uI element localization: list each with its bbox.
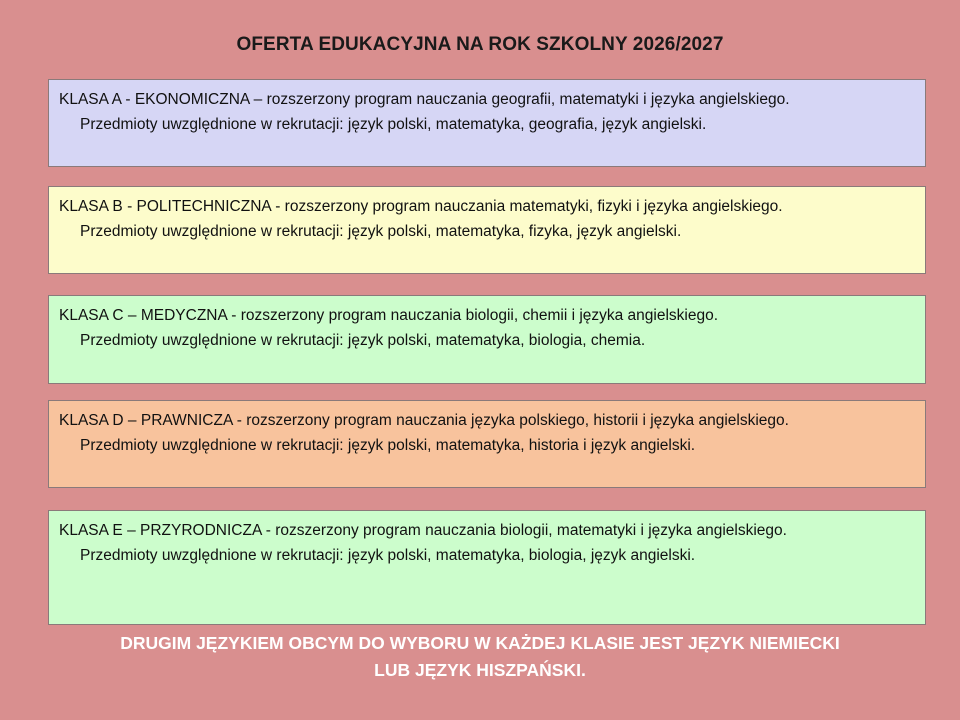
- footer-line-2: LUB JĘZYK HISZPAŃSKI.: [374, 660, 586, 680]
- footer-note: [0, 630, 960, 684]
- class-a-description: KLASA A - EKONOMICZNA – rozszerzony program nauczania geografii, matematyki i języka angielskiego.: [59, 91, 790, 108]
- class-a-box: [48, 79, 926, 167]
- class-d-description: KLASA D – PRAWNICZA - rozszerzony program nauczania języka polskiego, historii i języka angielskiego.: [59, 412, 789, 429]
- class-d-subjects: Przedmioty uwzględnione w rekrutacji: język polski, matematyka, historia i język angielski.: [80, 437, 696, 454]
- page-title: OFERTA EDUKACYJNA NA ROK SZKOLNY 2026/2027: [236, 34, 724, 55]
- class-e-description: KLASA E – PRZYRODNICZA - rozszerzony program nauczania biologii, matematyki i języka angielskiego.: [59, 522, 787, 539]
- class-e-subjects: Przedmioty uwzględnione w rekrutacji: język polski, matematyka, biologia, język angielski.: [80, 547, 696, 564]
- class-e-box: [48, 510, 926, 625]
- class-d-box: [48, 400, 926, 488]
- class-b-subjects: Przedmioty uwzględnione w rekrutacji: język polski, matematyka, fizyka, język angielski.: [80, 223, 682, 240]
- class-b-box: [48, 186, 926, 274]
- class-c-box: [48, 295, 926, 384]
- class-b-description: KLASA B - POLITECHNICZNA - rozszerzony program nauczania matematyki, fizyki i języka angielskiego.: [59, 198, 783, 215]
- class-c-subjects: Przedmioty uwzględnione w rekrutacji: język polski, matematyka, biologia, chemia.: [80, 332, 646, 349]
- footer-line-1: DRUGIM JĘZYKIEM OBCYM DO WYBORU W KAŻDEJ KLASIE JEST JĘZYK NIEMIECKI: [120, 633, 840, 653]
- class-a-subjects: Przedmioty uwzględnione w rekrutacji: język polski, matematyka, geografia, język angielski.: [80, 116, 707, 133]
- class-c-description: KLASA C – MEDYCZNA - rozszerzony program nauczania biologii, chemii i języka angielskiego.: [59, 307, 719, 324]
